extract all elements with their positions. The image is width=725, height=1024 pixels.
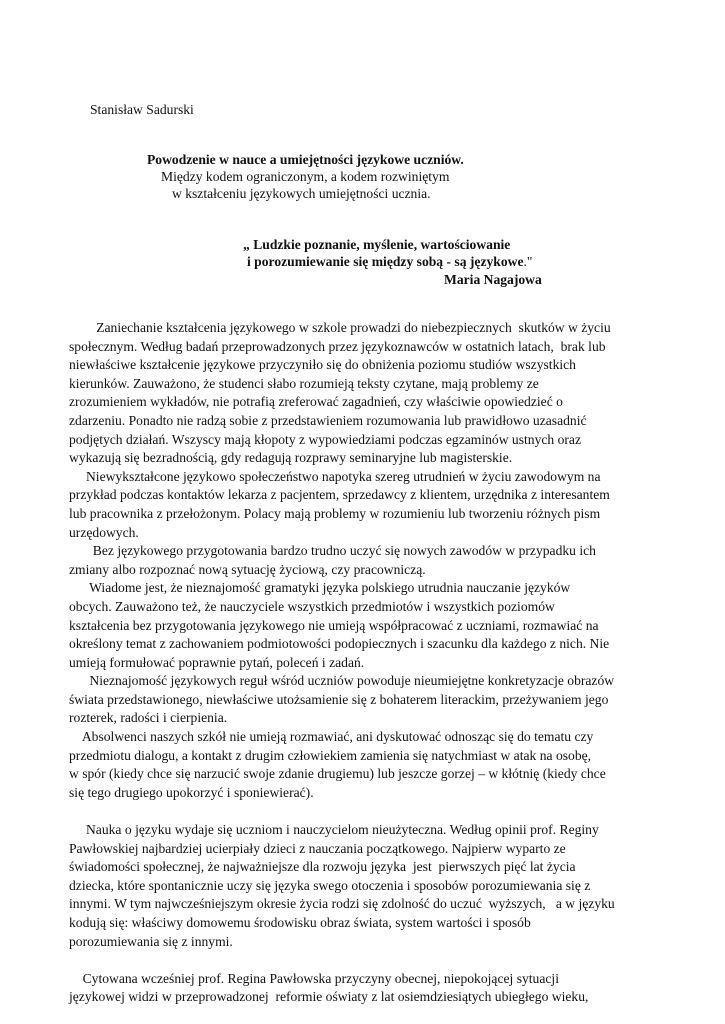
document-subtitle-line-1: Między kodem ograniczonym, a kodem rozwiniętym: [161, 169, 450, 184]
epigraph-line-2-bold: i porozumiewanie się między sobą - są językowe: [247, 254, 524, 269]
paragraph-line: podjętych działań. Wszyscy mają kłopoty z wypowiedziami podczas egzaminów ustnych oraz: [69, 431, 581, 447]
paragraph: [69, 319, 659, 468]
paragraph-line: obcych. Zauważono też, że nauczyciele wszystkich przedmiotów i wszystkich poziomów: [69, 598, 555, 614]
paragraph-line: niewłaściwe kształcenie językowe przyczyniło się do obniżenia poziomu studiów wszystkich: [69, 357, 576, 373]
paragraph-line: Pawłowskiej najbardziej ucierpiały dzieci z nauczania początkowego. Najpierw wyparto ze: [69, 840, 566, 856]
paragraph-line: językowej widzi w przeprowadzonej reformie oświaty z lat osiemdziesiątych ubiegłego wieku,: [69, 989, 589, 1005]
paragraph-line: urzędowych.: [69, 524, 139, 540]
paragraph-line: lub pracownika z przełożonym. Polacy mają problemy w rozumieniu lub tworzeniu różnych pism: [69, 505, 601, 521]
epigraph-line-2: [247, 253, 532, 272]
paragraph: [69, 542, 659, 579]
paragraph-line: Zaniechanie kształcenia językowego w szkole prowadzi do niebezpiecznych skutków w życiu: [69, 320, 611, 335]
body-text: [69, 319, 659, 1007]
paragraph-line: świata przedstawionego, niewłaściwe utożsamienie się z bohaterem literackim, przeżywaniem jego: [69, 691, 609, 707]
paragraph-line: Cytowana wcześniej prof. Regina Pawłowska przyczyny obecnej, niepokojącej sytuacji: [69, 970, 559, 986]
paragraph-line: kształcenia bez przygotowania językowego nie umieją współpracować z uczniami, rozmawiać na: [69, 617, 599, 633]
epigraph-author: Maria Nagajowa: [444, 272, 542, 287]
paragraph-line: zdarzeniu. Ponadto nie radzą sobie z przedstawieniem rozumowania lub prawidłowo uzasadnić: [69, 412, 587, 428]
epigraph-line-2-tail: .": [523, 254, 533, 269]
paragraph-line: kierunków. Zauważono, że studenci słabo rozumieją teksty czytane, mają problemy ze: [69, 375, 539, 391]
document-title: Powodzenie w nauce a umiejętności językowe uczniów.: [147, 152, 464, 167]
paragraph-line: w spór (kiedy chce się narzucić swoje zdanie drugiemu) lub jeszcze gorzej – w kłótnię (kiedy chce: [69, 766, 606, 782]
paragraph-gap: [69, 951, 659, 970]
paragraph-line: Nieznajomość językowych reguł wśród uczniów powoduje nieumiejętne konkretyzacje obrazów: [69, 673, 615, 689]
paragraph: [69, 672, 659, 728]
paragraph: [69, 468, 659, 542]
paragraph-line: Wiadome jest, że nieznajomość gramatyki języka polskiego utrudnia nauczanie języków: [69, 580, 571, 596]
paragraph: [69, 970, 659, 1007]
paragraph-line: przedmiotu dialogu, a kontakt z drugim człowiekiem zamienia się natychmiast w atak na osobę,: [69, 747, 592, 763]
author-name: Stanisław Sadurski: [90, 102, 194, 117]
paragraph-gap: [69, 802, 659, 821]
paragraph-line: zrozumieniem wykładów, nie potrafią zreferować zagadnień, czy właściwie opowiedzieć o: [69, 394, 563, 410]
paragraph-line: umieją formułować poprawnie pytań, poleceń i zadań.: [69, 654, 365, 670]
paragraph-line: wykazują się bezradnością, gdy redagują rozprawy seminaryjne lub magisterskie.: [69, 450, 513, 466]
paragraph-line: porozumiewania się z innymi.: [69, 933, 233, 949]
paragraph-line: kodują się: właściwy domowemu środowisku obraz świata, system wartości i sposób: [69, 915, 531, 930]
paragraph: [69, 579, 659, 672]
paragraph: [69, 728, 659, 802]
paragraph-line: przykład podczas kontaktów lekarza z pacjentem, sprzedawcy z klientem, urzędnika z interesantem: [69, 487, 610, 503]
paragraph-line: się tego drugiego upokorzyć i sponiewierać).: [69, 784, 314, 800]
paragraph-line: zmiany albo rozpoznać nową sytuację życiową, czy pracowniczą.: [69, 561, 426, 577]
paragraph-line: innymi. W tym najwcześniejszym okresie życia rodzi się zdolność do uczuć wyższych, a w języku: [69, 896, 615, 912]
paragraph-line: określony temat z zachowaniem podmiotowości podopiecznych i szacunku dla każdego z nich. Nie: [69, 636, 610, 652]
paragraph-line: Bez językowego przygotowania bardzo trudno uczyć się nowych zawodów w przypadku ich: [69, 543, 596, 559]
paragraph-line: Absolwenci naszych szkół nie umieją rozmawiać, ani dyskutować odnosząc się do tematu czy: [69, 729, 594, 745]
paragraph-line: społecznym. Według badań przeprowadzonych przez językoznawców w ostatnich latach, brak lub: [69, 338, 606, 354]
paragraph-line: dziecka, które spontanicznie uczy się języka swego otoczenia i sposobów porozumiewania się z: [69, 877, 591, 893]
paragraph-line: rozterek, radości i cierpienia.: [69, 710, 228, 726]
paragraph-line: Niewykształcone językowo społeczeństwo napotyka szereg utrudnień w życiu zawodowym na: [69, 468, 601, 484]
paragraph: [69, 821, 659, 951]
document-subtitle-line-2: w kształceniu językowych umiejętności ucznia.: [172, 186, 431, 201]
paragraph-line: świadomości społecznej, że najważniejsze dla rozwoju języka jest pierwszych pięć lat życia: [69, 859, 576, 875]
epigraph-line-1: „ Ludzkie poznanie, myślenie, wartościowanie: [243, 237, 511, 252]
paragraph-line: Nauka o języku wydaje się uczniom i nauczycielom nieużyteczna. Według opinii prof. Reginy: [69, 822, 599, 838]
